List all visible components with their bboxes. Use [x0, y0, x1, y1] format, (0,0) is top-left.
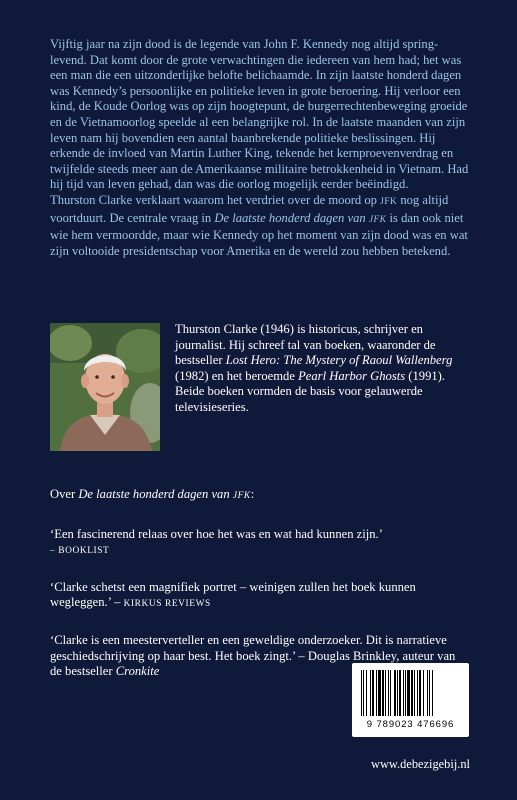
book-title: De laatste honderd dagen van JFK [214, 210, 387, 225]
barcode [352, 663, 469, 737]
blurb-paragraph-1: Vijftig jaar na zijn dood is de legende van John F. Kennedy nog altijd springlevend. Dat komt door de grote verwachtingen die iedereen van hem had; het was een man die een uitzonderlijke belofte belichaamde. In zijn laatste honderd dagen was Kennedy’s persoonlijke en politieke leven in grote beroering. Hij verloor een kind, de Koude Oorlog was op zijn hoogtepunt, de burgerrechtenbeweging groeide en de Vietnamoorlog speelde al een belangrijke rol. In de laatste maanden van zijn leven nam hij bovendien een aantal baanbrekende politieke beslissingen. Hij erkende de invloed van Martin Luther King, tekende het kernproevenverdrag en twijfelde steeds meer aan de Amerikaanse militaire betrokkenheid in Vietnam. Had hij tijd van leven gehad, dan was die oorlog mogelijk eerder beëindigd. [50, 37, 469, 192]
isbn-number: 9 789023 476696 [366, 719, 455, 730]
review-quote-brinkley: ‘Clarke is een meesterverteller en een geweldige onderzoeker. Dit is narratieve geschiedschrijving op haar best. Het boek zingt.’ – Douglas Brinkley, auteur van de bestseller Cronkite [50, 632, 456, 679]
review-source: – BOOKLIST [50, 546, 110, 557]
publisher-website: www.debezigebij.nl [371, 757, 470, 771]
review-source: KIRKUS REVIEWS [123, 599, 211, 610]
blurb [50, 37, 470, 259]
review-quote-booklist: ‘Een fascinerend relaas over hoe het was en wat had kunnen zijn.’ – BOOKLIST [50, 526, 383, 557]
blurb-paragraph-2: Thurston Clarke verklaart waarom het verdriet over de moord op JFK nog altijd voortduurt. De centrale vraag in De laatste honderd dagen van JFK is dan ook niet wie hem vermoordde, maar wie Kennedy op het moment van zijn dood was en wat zijn voltooide presidentschap voor Amerika en de wereld zou hebben betekend. [50, 192, 468, 258]
book-title-cronkite: Cronkite [115, 664, 160, 679]
review-quote-kirkus: ‘Clarke schetst een magnifiek portret – weinigen zullen het boek kunnen wegleggen.’ – KIRKUS REVIEWS [50, 579, 416, 610]
book-title-pearl-harbor: Pearl Harbor Ghosts [298, 368, 406, 383]
reviews-intro: Over De laatste honderd dagen van JFK: [50, 487, 255, 501]
book-title-lost-hero: Lost Hero: The Mystery of Raoul Wallenberg [225, 353, 453, 368]
author-photo [50, 323, 160, 451]
author-bio: Thurston Clarke (1946) is historicus, schrijver en journalist. Hij schreef tal van boeken, waaronder de bestseller Lost Hero: The Mystery of Raoul Wallenberg (1982) en het beroemde Pearl Harbor Ghosts (1991). Beide boeken vormden de basis voor gelauwerde televisieseries. [175, 322, 453, 414]
jfk-abbrev: JFK [380, 196, 398, 207]
barcode-bars [361, 670, 460, 716]
